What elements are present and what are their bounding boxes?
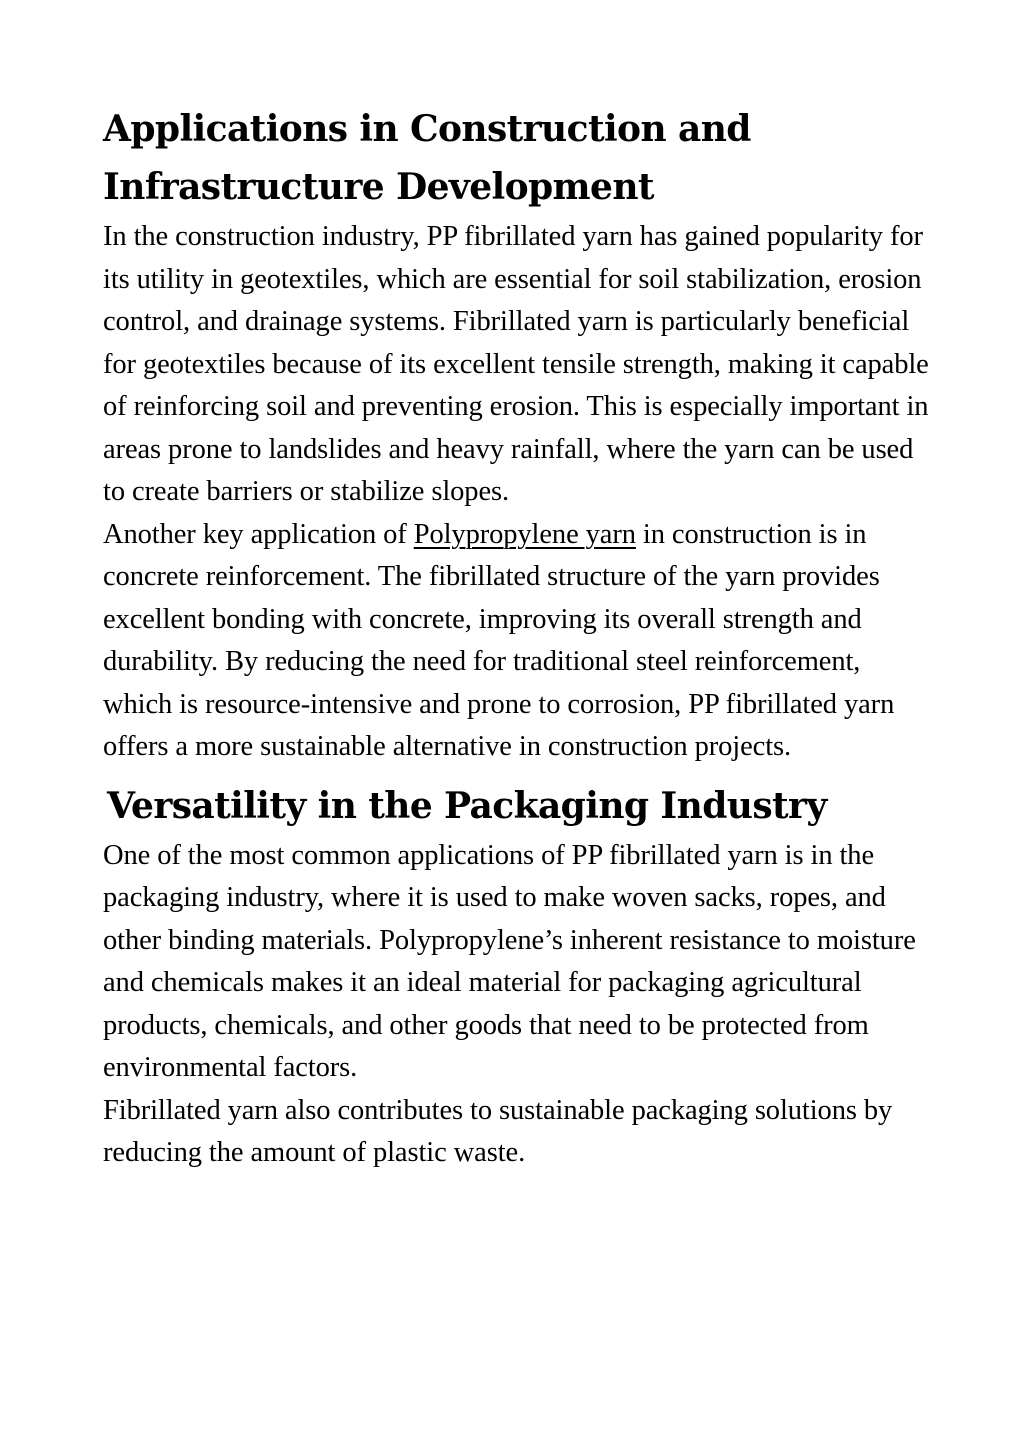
polypropylene-yarn-link[interactable]: Polypropylene yarn <box>413 518 636 550</box>
paragraph-concrete-reinforcement <box>103 514 933 769</box>
section-heading-construction <box>103 100 933 216</box>
heading-line-1: Applications in Construction and <box>103 108 751 150</box>
paragraph-geotextiles: In the construction industry, PP fibrillated yarn has gained popularity for its utility in geotextiles, which are essential for soil stabilization, erosion control, and drainage systems. Fibrillated yarn is particularly beneficial for geotextiles because of its excellent tensile strength, making it capable of reinforcing soil and preventing erosion. This is especially important in areas prone to landslides and heavy rainfall, where the yarn can be used to create barriers or stabilize slopes. <box>103 221 929 507</box>
heading-line-2: Infrastructure Development <box>103 166 654 208</box>
paragraph-packaging-applications: One of the most common applications of PP fibrillated yarn is in the packaging industry, where it is used to make woven sacks, ropes, and other binding materials. Polypropylene’s inherent resistance to moisture and chemicals makes it an ideal material for packaging agricultural products, chemicals, and other goods that need to be protected from environmental factors. <box>103 839 916 1083</box>
paragraph-text-before-link: Another key application of <box>103 518 414 550</box>
section-heading-packaging: Versatility in the Packaging Industry <box>107 784 827 827</box>
paragraph-sustainable-packaging: Fibrillated yarn also contributes to sustainable packaging solutions by reducing the amount of plastic waste. <box>103 1094 893 1168</box>
paragraph-text-after-link: in construction is in concrete reinforcement. The fibrillated structure of the yarn provides excellent bonding with concrete, improving its overall strength and durability. By reducing the need for traditional steel reinforcement, which is resource-intensive and prone to corrosion, PP fibrillated yarn offers a more sustainable alternative in construction projects. <box>103 518 895 762</box>
document-content <box>103 100 933 1175</box>
